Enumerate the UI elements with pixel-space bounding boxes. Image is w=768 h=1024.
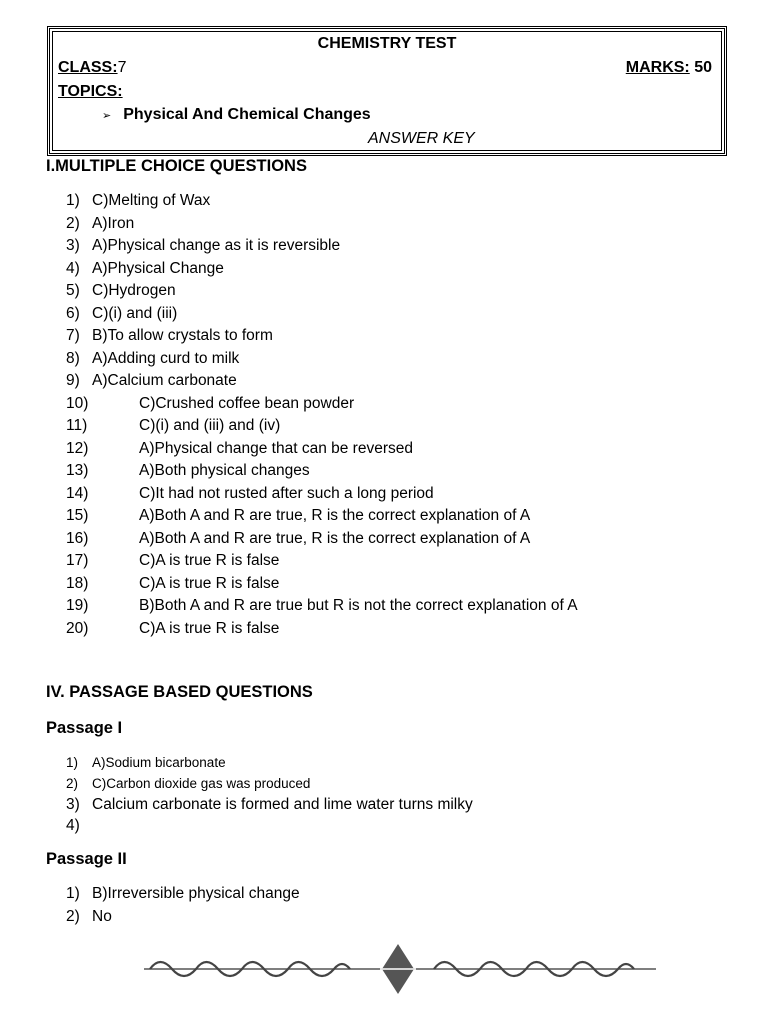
list-item [66,236,341,259]
list-item [66,484,434,507]
item-number: 15) [66,507,89,524]
item-number: 1) [66,192,80,209]
item-answer: A)Both A and R are true, R is the correct explanation of A [139,529,531,547]
item-answer: A)Physical change as it is reversible [92,237,341,254]
ornamental-border-divider-icon [140,940,660,998]
list-item [66,191,211,214]
item-answer: A)Both physical changes [139,462,310,479]
item-number: 11) [66,417,88,434]
item-number: 2) [66,907,80,925]
item-number: 6) [66,304,80,322]
list-item [66,774,311,795]
list-item [66,816,80,837]
item-number: 10) [66,394,89,412]
item-number: 8) [66,349,80,367]
list-item [66,506,531,529]
topic-text: Physical And Chemical Changes [123,106,371,123]
topics-label: TOPICS: [58,83,123,100]
item-answer: Calcium carbonate is formed and lime water turns milky [92,796,473,813]
item-number: 14) [66,484,89,502]
item-number: 20) [66,619,89,637]
answer-key-label: ANSWER KEY [368,130,475,147]
list-item [66,394,355,417]
topic-item [102,106,371,124]
item-number: 4) [66,817,80,834]
item-number: 13) [66,462,89,479]
item-answer: C)Hydrogen [92,282,176,299]
item-answer: A)Both A and R are true, R is the correct explanation of A [139,507,531,524]
item-answer: B)Irreversible physical change [92,885,300,902]
test-title: CHEMISTRY TEST [317,35,457,52]
item-answer: C)A is true R is false [139,552,280,569]
item-number: 16) [66,529,89,547]
item-answer: B)Both A and R are true but R is not the correct explanation of A [139,597,578,614]
list-item [66,326,273,349]
header-box [47,26,727,156]
list-item [66,214,135,237]
passage1-title: Passage I [46,719,123,737]
list-item [66,371,237,394]
list-item [66,461,310,484]
list-item [66,416,281,439]
item-answer: A)Physical change that can be reversed [139,439,413,457]
passage2-list [66,884,300,929]
item-number: 7) [66,327,80,344]
list-item [66,529,531,552]
list-item [66,619,280,642]
list-item [66,259,224,282]
item-number: 4) [66,259,80,277]
item-number: 19) [66,597,89,614]
arrow-bullet-icon: ➢ [102,110,112,122]
mcq-heading: I.MULTIPLE CHOICE QUESTIONS [46,157,307,175]
item-answer: A)Iron [92,214,135,232]
item-answer: B)To allow crystals to form [92,327,273,344]
item-answer: A)Sodium bicarbonate [92,755,226,770]
marks-label: MARKS: [625,59,690,76]
list-item [66,574,280,597]
list-item [66,884,300,907]
item-number: 17) [66,552,89,569]
item-number: 2) [66,776,79,791]
item-answer: A)Calcium carbonate [92,372,237,389]
item-answer: C)Crushed coffee bean powder [139,394,355,412]
list-item [66,907,112,930]
item-answer: C)Carbon dioxide gas was produced [92,776,311,791]
item-answer: A)Physical Change [92,259,224,277]
item-number: 9) [66,372,80,389]
list-item [66,753,226,774]
list-item [66,596,578,619]
item-answer: C)Melting of Wax [92,192,211,209]
item-answer: C)(i) and (iii) [92,304,178,322]
item-answer: A)Adding curd to milk [92,349,240,367]
list-item [66,551,280,574]
mcq-list [66,191,578,641]
item-number: 18) [66,574,89,592]
item-answer: No [92,907,112,925]
item-answer: C)It had not rusted after such a long period [139,484,434,502]
passage2-title: Passage II [46,850,127,868]
item-number: 5) [66,282,80,299]
passage-section-heading: IV. PASSAGE BASED QUESTIONS [46,683,313,701]
item-answer: C)(i) and (iii) and (iv) [139,417,281,434]
class-label: CLASS: [58,59,118,76]
passage1-list [66,753,473,837]
list-item [66,281,176,304]
marks-value: 50 [689,59,712,76]
list-item [66,349,240,372]
item-number: 3) [66,237,80,254]
item-answer: C)A is true R is false [139,619,280,637]
item-answer: C)A is true R is false [139,574,280,592]
item-number: 1) [66,885,80,902]
class-line [58,59,126,77]
item-number: 1) [66,755,79,770]
topics-line [58,83,123,101]
list-item [66,304,178,327]
marks-line [626,59,712,77]
item-number: 12) [66,439,89,457]
item-number: 2) [66,214,80,232]
list-item [66,439,413,462]
list-item [66,795,473,816]
item-number: 3) [66,796,80,813]
class-value: 7 [117,59,127,76]
